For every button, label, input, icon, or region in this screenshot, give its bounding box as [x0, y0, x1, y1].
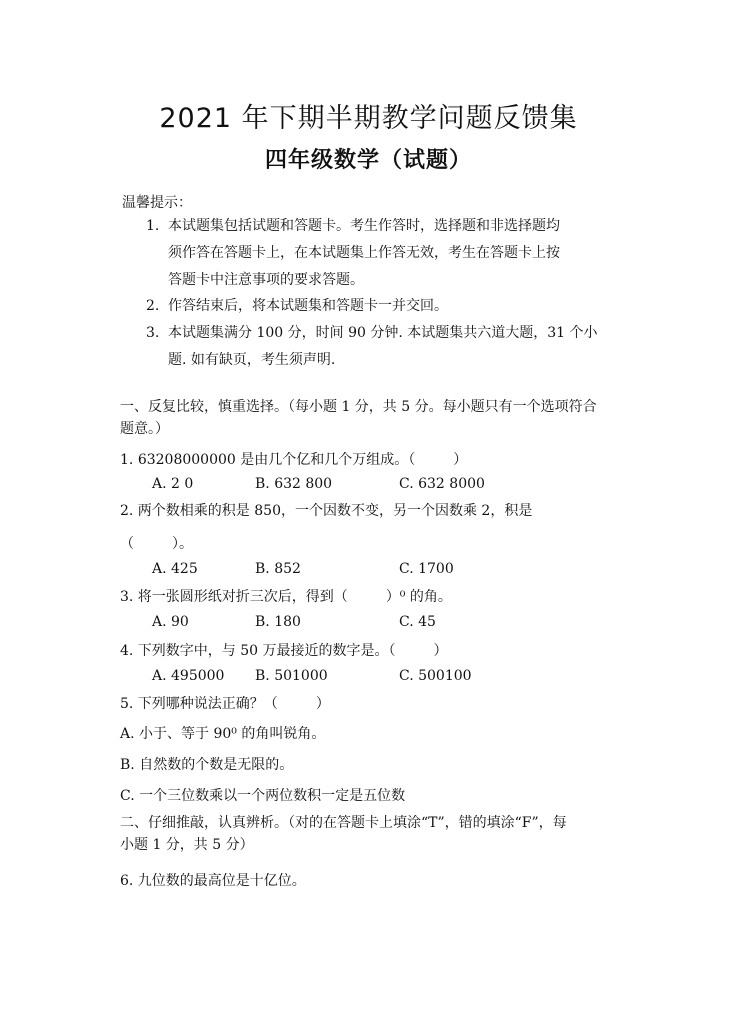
question-text: 4. 下列数字中，与 50 万最接近的数字是。（ — [120, 643, 396, 659]
question-3 — [120, 586, 452, 606]
tip-text: 本试题集满分 100 分，时间 90 分钟. 本试题集共六道大题，31 个小 — [168, 325, 598, 341]
tip-item — [146, 213, 624, 294]
tips-label: 温馨提示： — [122, 195, 192, 211]
question-text: 63208000000 是由几个亿和几个万组成。（ — [137, 452, 416, 468]
tip-text: 题. 如有缺页，考生须声明. — [168, 352, 336, 368]
question-2-continued — [120, 533, 193, 553]
question-text: 3. 将一张圆形纸对折三次后，得到（ — [120, 589, 348, 605]
option-c: C. 632 8000 — [399, 476, 485, 492]
tip-item — [146, 293, 624, 320]
page-subtitle: 四年级数学（试题） — [264, 148, 472, 173]
section-heading-line: 二、仔细推敲，认真辨析。（对的在答题卡上填涂“T”，错的填涂“F”，每 — [120, 815, 567, 831]
tip-text: 本试题集包括试题和答题卡。考生作答时，选择题和非选择题均 — [168, 218, 560, 234]
section-heading-line: 题意。） — [120, 421, 169, 437]
question-close: ） — [315, 696, 330, 712]
option-b: B. 501000 — [255, 668, 328, 684]
tip-number: 2. — [146, 298, 160, 314]
tip-number: 1. — [146, 218, 160, 234]
page-title: 2021 年下期半期教学问题反馈集 — [159, 103, 578, 134]
tip-number: 3. — [146, 325, 160, 341]
option-a: A. 425 — [152, 561, 198, 577]
option-a: A. 90 — [152, 614, 189, 630]
section-heading — [120, 812, 620, 856]
option-c: C. 1700 — [399, 561, 454, 577]
option-b: B. 852 — [255, 561, 301, 577]
question-close: ） — [453, 452, 468, 468]
tip-text: 作答结束后，将本试题集和答题卡一并交回。 — [168, 298, 448, 314]
question-close: ） — [433, 643, 448, 659]
question-number: 1. — [120, 452, 134, 468]
question-6: 6. 九位数的最高位是十亿位。 — [120, 873, 306, 889]
option-a: A. 495000 — [152, 668, 225, 684]
section-heading-line: 一、反复比较，慎重选择。（每小题 1 分，共 5 分。每小题只有一个选项符合 — [120, 399, 597, 415]
question-4 — [120, 640, 448, 660]
tip-text: 须作答在答题卡上，在本试题集上作答无效，考生在答题卡上按 — [168, 245, 560, 261]
question-1 — [120, 449, 467, 469]
option-b: B. 632 800 — [255, 476, 333, 492]
option-a: A. 小于、等于 90⁰ 的角叫锐角。 — [120, 726, 326, 742]
question-close: ）。 — [172, 536, 193, 552]
tip-item — [146, 320, 624, 374]
option-b: B. 180 — [255, 614, 301, 630]
question-open: （ — [120, 536, 134, 552]
question-text: 5. 下列哪种说法正确？（ — [120, 696, 278, 712]
question-2 — [120, 500, 532, 520]
tip-text: 答题卡中注意事项的要求答题。 — [168, 272, 364, 288]
option-c: C. 一个三位数乘以一个两位数积一定是五位数 — [120, 788, 406, 804]
section-heading — [120, 396, 620, 440]
option-a: A. 2 0 — [152, 476, 194, 492]
option-c: C. 45 — [399, 614, 436, 630]
option-c: C. 500100 — [399, 668, 472, 684]
question-5 — [120, 693, 330, 713]
question-text: 2. 两个数相乘的积是 850，一个因数不变，另一个因数乘 2，积是 — [120, 503, 533, 519]
question-close: ）⁰ 的角。 — [385, 589, 452, 605]
section-heading-line: 小题 1 分，共 5 分） — [120, 837, 254, 853]
option-b: B. 自然数的个数是无限的。 — [120, 757, 294, 773]
